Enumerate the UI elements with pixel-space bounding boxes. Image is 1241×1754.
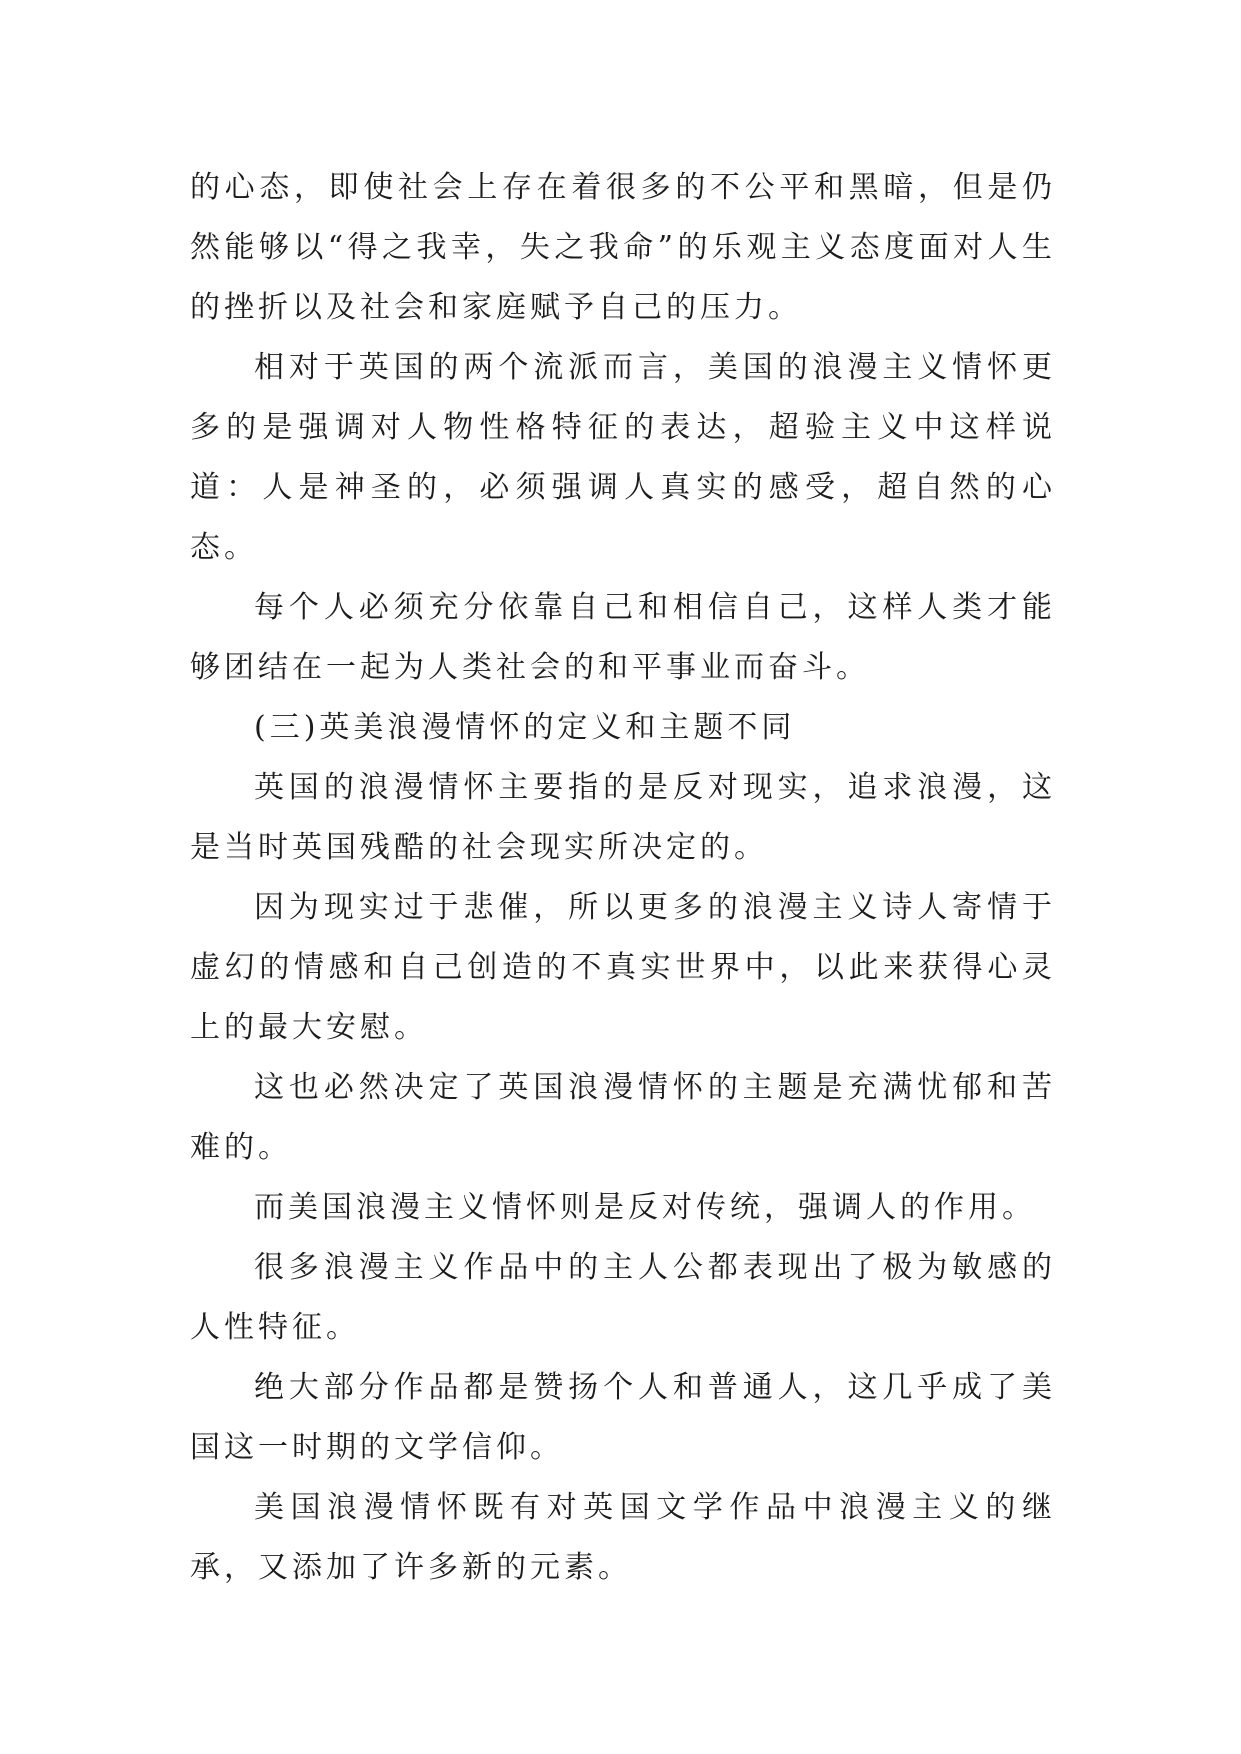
paragraph: 因为现实过于悲催，所以更多的浪漫主义诗人寄情于虚幻的情感和自己创造的不真实世界中，以此来获得心灵上的最大安慰。 bbox=[190, 890, 1056, 1045]
paragraph: 这也必然决定了英国浪漫情怀的主题是充满忧郁和苦难的。 bbox=[190, 1070, 1056, 1165]
paragraph: 英国的浪漫情怀主要指的是反对现实，追求浪漫，这是当时英国残酷的社会现实所决定的。 bbox=[190, 770, 1056, 865]
paragraph: 相对于英国的两个流派而言，美国的浪漫主义情怀更多的是强调对人物性格特征的表达，超验主义中这样说道：人是神圣的，必须强调人真实的感受，超自然的心态。 bbox=[190, 350, 1056, 565]
paragraph: 每个人必须充分依靠自己和相信自己，这样人类才能够团结在一起为人类社会的和平事业而奋斗。 bbox=[190, 590, 1056, 685]
paragraph: 美国浪漫情怀既有对英国文学作品中浪漫主义的继承，又添加了许多新的元素。 bbox=[190, 1490, 1056, 1585]
body-text bbox=[190, 158, 1056, 1598]
paragraph-continued: 的心态，即使社会上存在着很多的不公平和黑暗，但是仍然能够以“得之我幸，失之我命”的乐观主义态度面对人生的挫折以及社会和家庭赋予自己的压力。 bbox=[190, 170, 1056, 325]
paragraph: 很多浪漫主义作品中的主人公都表现出了极为敏感的人性特征。 bbox=[190, 1250, 1056, 1345]
paragraph: 而美国浪漫主义情怀则是反对传统，强调人的作用。 bbox=[254, 1190, 1036, 1225]
section-heading: (三)英美浪漫情怀的定义和主题不同 bbox=[254, 710, 796, 745]
paragraph: 绝大部分作品都是赞扬个人和普通人，这几乎成了美国这一时期的文学信仰。 bbox=[190, 1370, 1056, 1465]
